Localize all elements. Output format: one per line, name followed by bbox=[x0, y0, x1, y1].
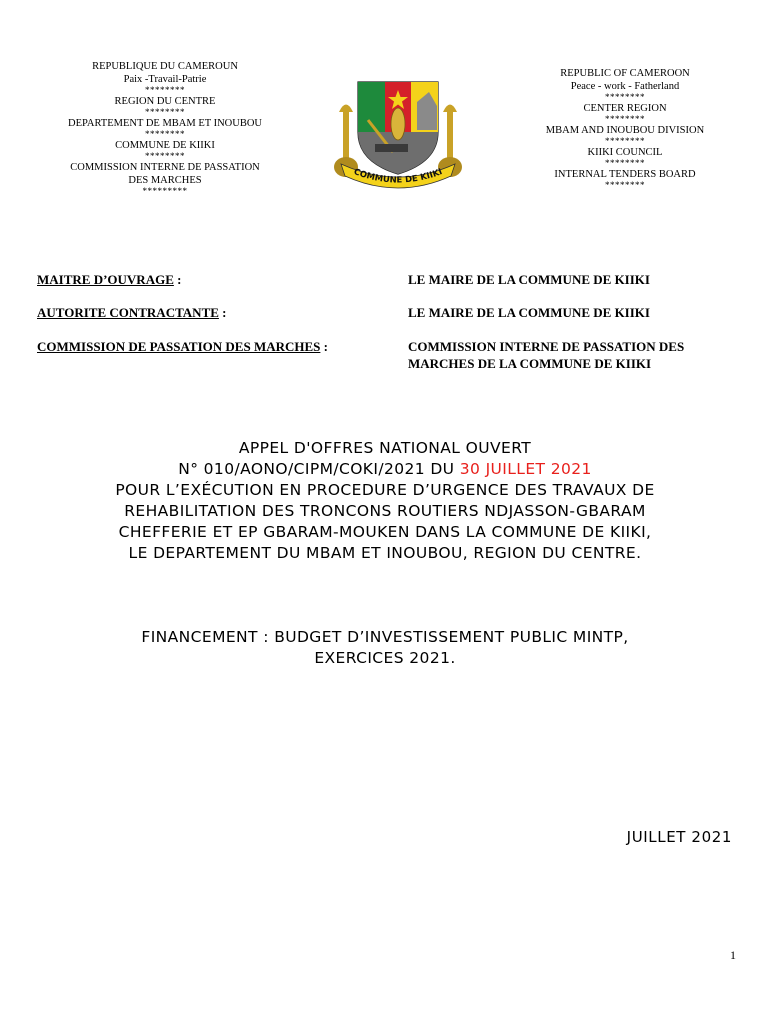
tender-date: 30 JUILLET 2021 bbox=[459, 460, 592, 478]
header-right-line: KIIKI COUNCIL bbox=[587, 147, 663, 158]
tender-title bbox=[40, 438, 730, 564]
title-line: REHABILITATION DES TRONCONS ROUTIERS NDJASSON-GBARAM bbox=[124, 502, 646, 520]
header-right-separator: ******** bbox=[605, 136, 645, 146]
title-line: POUR L’EXÉCUTION EN PROCEDURE D’URGENCE DES TRAVAUX DE bbox=[115, 481, 655, 499]
party-value: COMMISSION INTERNE DE PASSATION DES MARCHES DE LA COMMUNE DE KIIKI bbox=[408, 339, 685, 371]
header-left-line: REPUBLIQUE DU CAMEROUN bbox=[92, 61, 238, 72]
header-left-separator: ******** bbox=[145, 85, 185, 95]
header-left-line: Paix -Travail-Patrie bbox=[123, 74, 207, 85]
title-line: APPEL D'OFFRES NATIONAL OUVERT bbox=[238, 439, 532, 457]
header-left-separator: ********* bbox=[142, 186, 188, 196]
funding-statement bbox=[40, 627, 730, 669]
header-right-line: MBAM AND INOUBOU DIVISION bbox=[545, 125, 705, 136]
header-right-line: Peace - work - Fatherland bbox=[570, 81, 680, 92]
commune-emblem-logo bbox=[333, 72, 463, 190]
header-right-line: REPUBLIC OF CAMEROON bbox=[560, 68, 690, 79]
title-line: LE DEPARTEMENT DU MBAM ET INOUBOU, REGION DU CENTRE. bbox=[128, 544, 642, 562]
header-left-line: COMMISSION INTERNE DE PASSATION bbox=[70, 162, 260, 173]
header-right-separator: ******** bbox=[605, 92, 645, 102]
header-left-line: COMMUNE DE KIIKI bbox=[115, 140, 215, 151]
party-label: MAITRE D’OUVRAGE : bbox=[37, 272, 182, 287]
header-right-separator: ******** bbox=[605, 158, 645, 168]
header-left-separator: ******** bbox=[145, 151, 185, 161]
header-right-block bbox=[510, 67, 740, 190]
header-right-separator: ******** bbox=[605, 180, 645, 190]
title-line: CHEFFERIE ET EP GBARAM-MOUKEN DANS LA COMMUNE DE KIIKI, bbox=[118, 523, 652, 541]
party-value: LE MAIRE DE LA COMMUNE DE KIIKI bbox=[408, 305, 650, 320]
party-value: LE MAIRE DE LA COMMUNE DE KIIKI bbox=[408, 272, 650, 287]
header-left-line: REGION DU CENTRE bbox=[114, 96, 216, 107]
shield-icon bbox=[358, 82, 438, 174]
header-left-block bbox=[40, 60, 290, 196]
party-label: COMMISSION DE PASSATION DES MARCHES : bbox=[37, 339, 328, 354]
header-right-separator: ******** bbox=[605, 114, 645, 124]
header-right-line: INTERNAL TENDERS BOARD bbox=[554, 169, 696, 180]
emblem-ribbon-text: COMMUNE DE KIIKI bbox=[352, 167, 444, 186]
header-left-separator: ******** bbox=[145, 107, 185, 117]
header-left-separator: ******** bbox=[145, 129, 185, 139]
header-right-line: CENTER REGION bbox=[583, 103, 667, 114]
party-label: AUTORITE CONTRACTANTE : bbox=[37, 305, 227, 320]
page-number: 1 bbox=[730, 948, 736, 962]
header-left-line: DES MARCHES bbox=[128, 175, 202, 186]
funding-line: FINANCEMENT : BUDGET D’INVESTISSEMENT PUBLIC MINTP, bbox=[141, 628, 629, 646]
title-line: N° 010/AONO/CIPM/COKI/2021 DU 30 JUILLET 2021 bbox=[178, 460, 592, 478]
document-date: JUILLET 2021 bbox=[626, 828, 732, 846]
funding-line: EXERCICES 2021. bbox=[314, 649, 456, 667]
header-left-line: DEPARTEMENT DE MBAM ET INOUBOU bbox=[67, 118, 263, 129]
